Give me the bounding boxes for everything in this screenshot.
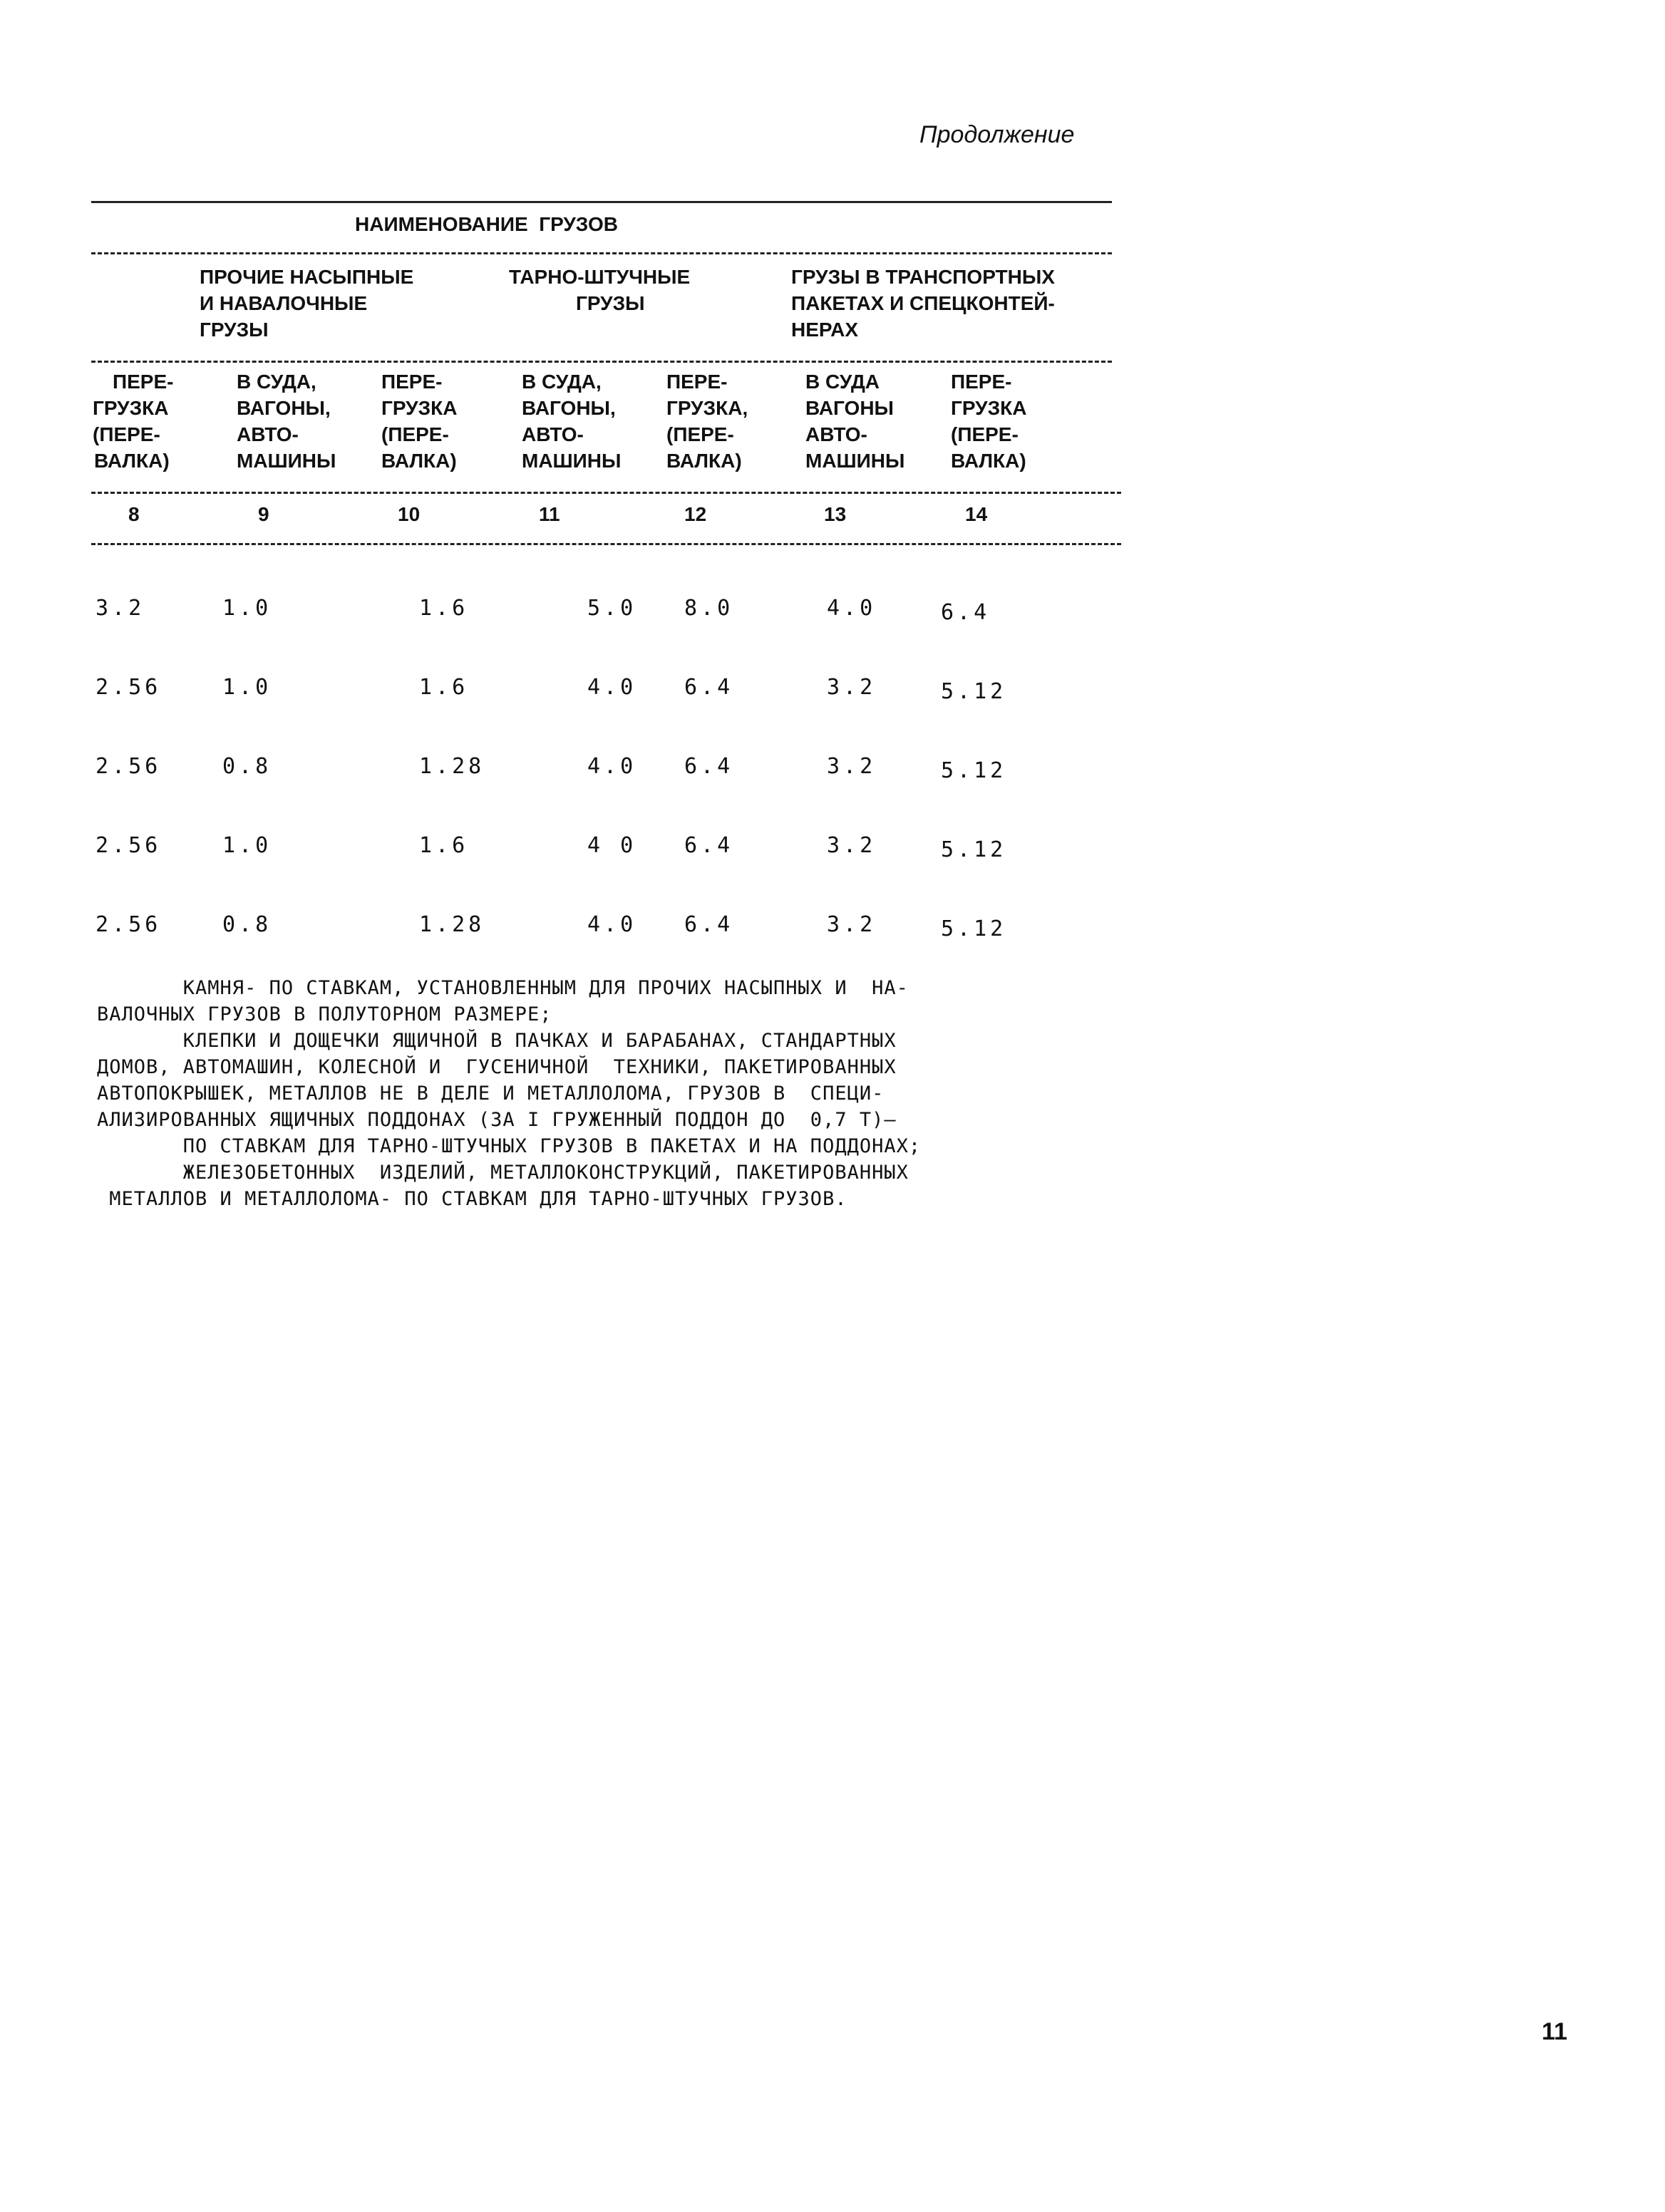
column-header-line: ГРУЗКА [93, 397, 169, 419]
table-cell: 6.4 [941, 600, 991, 625]
column-header-line: ГРУЗКА [381, 397, 458, 419]
column-header-line: АВТО- [805, 423, 867, 445]
table-cell: 0.8 [222, 754, 272, 779]
footnote-line: КЛЕПКИ И ДОЩЕЧКИ ЯЩИЧНОЙ В ПАЧКАХ И БАРАБАНАХ, СТАНДАРТНЫХ [97, 1030, 897, 1052]
column-number: 11 [539, 503, 560, 525]
super-header: НАИМЕНОВАНИЕ ГРУЗОВ [355, 213, 618, 235]
column-number: 9 [258, 503, 269, 525]
table-cell: 4 0 [587, 833, 637, 858]
column-header-line: ВАЛКА) [951, 450, 1026, 472]
column-number: 8 [128, 503, 140, 525]
footnote-line: АЛИЗИРОВАННЫХ ЯЩИЧНЫХ ПОДДОНАХ (ЗА I ГРУЖЕННЫЙ ПОДДОН ДО 0,7 Т)— [97, 1109, 897, 1131]
column-numbers-bottom-rule [91, 543, 1121, 545]
page-number: 11 [1542, 2018, 1567, 2045]
column-header-line: ПЕРЕ- [381, 371, 443, 393]
column-header-line: ГРУЗКА, [666, 397, 748, 419]
table-cell: 6.4 [684, 675, 734, 700]
table-cell: 0.8 [222, 912, 272, 937]
column-number: 12 [684, 503, 707, 525]
table-cell: 2.56 [96, 833, 162, 858]
group-header-line: ГРУЗЫ [576, 292, 645, 314]
column-header-line: МАШИНЫ [522, 450, 622, 472]
group-header-line: ПАКЕТАХ И СПЕЦКОНТЕЙ- [791, 292, 1055, 314]
table-cell: 1.0 [222, 675, 272, 700]
column-header-line: В СУДА, [237, 371, 316, 393]
footnote-line: ПО СТАВКАМ ДЛЯ ТАРНО-ШТУЧНЫХ ГРУЗОВ В ПАКЕТАХ И НА ПОДДОНАХ; [97, 1135, 922, 1157]
column-header-line: В СУДА, [522, 371, 602, 393]
table-cell: 2.56 [96, 675, 162, 700]
column-number: 14 [965, 503, 988, 525]
table-cell: 3.2 [827, 912, 877, 937]
group-header-line: ГРУЗЫ В ТРАНСПОРТНЫХ [791, 266, 1055, 288]
table-top-rule [91, 201, 1112, 203]
column-header-line: ВАЛКА) [666, 450, 742, 472]
footnote-line: ВАЛОЧНЫХ ГРУЗОВ В ПОЛУТОРНОМ РАЗМЕРЕ; [97, 1003, 552, 1025]
table-cell: 4.0 [587, 754, 637, 779]
group-header-line: НЕРАХ [791, 319, 859, 341]
column-header-line: ПЕРЕ- [951, 371, 1012, 393]
footnote-line: МЕТАЛЛОВ И МЕТАЛЛОЛОМА- ПО СТАВКАМ ДЛЯ ТАРНО-ШТУЧНЫХ ГРУЗОВ. [97, 1188, 847, 1210]
column-header-rule [91, 361, 1112, 363]
table-cell: 4.0 [587, 675, 637, 700]
column-numbers-top-rule [91, 492, 1121, 494]
table-cell: 6.4 [684, 912, 734, 937]
footnotes [97, 975, 921, 1212]
table-cell: 1.0 [222, 833, 272, 858]
continuation-label: Продолжение [919, 121, 1075, 148]
table-cell: 5.12 [941, 916, 1007, 941]
table-cell: 1.6 [419, 675, 469, 700]
column-header-line: МАШИНЫ [237, 450, 336, 472]
table-cell: 5.0 [587, 596, 637, 621]
table-cell: 6.4 [684, 833, 734, 858]
table-cell: 4.0 [587, 912, 637, 937]
column-header-line: ГРУЗКА [951, 397, 1027, 419]
table-cell: 1.28 [419, 754, 485, 779]
column-header-line: ПЕРЕ- [113, 371, 174, 393]
group-header-line: ГРУЗЫ [200, 319, 269, 341]
table-cell: 2.56 [96, 754, 162, 779]
column-number: 10 [398, 503, 421, 525]
column-header-line: ВАГОНЫ, [522, 397, 616, 419]
column-header-line: МАШИНЫ [805, 450, 905, 472]
table-cell: 5.12 [941, 679, 1007, 704]
table-cell: 1.6 [419, 833, 469, 858]
column-header-line: (ПЕРЕ- [666, 423, 734, 445]
column-header-line: (ПЕРЕ- [93, 423, 160, 445]
table-cell: 8.0 [684, 596, 734, 621]
group-header-line: ТАРНО-ШТУЧНЫЕ [509, 266, 691, 288]
group-header-line: ПРОЧИЕ НАСЫПНЫЕ [200, 266, 414, 288]
column-header-line: АВТО- [237, 423, 299, 445]
footnote-line: АВТОПОКРЫШЕК, МЕТАЛЛОВ НЕ В ДЕЛЕ И МЕТАЛЛОЛОМА, ГРУЗОВ В СПЕЦИ- [97, 1082, 885, 1105]
column-header-line: В СУДА [805, 371, 880, 393]
column-header-line: (ПЕРЕ- [951, 423, 1019, 445]
footnote-line: КАМНЯ- ПО СТАВКАМ, УСТАНОВЛЕННЫМ ДЛЯ ПРОЧИХ НАСЫПНЫХ И НА- [97, 977, 909, 999]
column-header-line: ВАЛКА) [94, 450, 170, 472]
table-cell: 3.2 [827, 675, 877, 700]
table-cell: 1.0 [222, 596, 272, 621]
column-header-line: ВАГОНЫ, [237, 397, 331, 419]
column-header-line: ПЕРЕ- [666, 371, 728, 393]
table-cell: 3.2 [96, 596, 145, 621]
column-header-line: ВАГОНЫ [805, 397, 894, 419]
table-cell: 1.6 [419, 596, 469, 621]
table-cell: 5.12 [941, 837, 1007, 862]
footnote-line: ДОМОВ, АВТОМАШИН, КОЛЕСНОЙ И ГУСЕНИЧНОЙ ТЕХНИКИ, ПАКЕТИРОВАННЫХ [97, 1056, 897, 1078]
column-number: 13 [824, 503, 847, 525]
table-cell: 3.2 [827, 833, 877, 858]
table-cell: 6.4 [684, 754, 734, 779]
footnote-line: ЖЕЛЕЗОБЕТОННЫХ ИЗДЕЛИЙ, МЕТАЛЛОКОНСТРУКЦИЙ, ПАКЕТИРОВАННЫХ [97, 1162, 909, 1184]
column-header-line: АВТО- [522, 423, 584, 445]
table-cell: 3.2 [827, 754, 877, 779]
column-header-line: ВАЛКА) [381, 450, 457, 472]
table-cell: 5.12 [941, 758, 1007, 783]
group-header-rule [91, 252, 1112, 254]
table-cell: 4.0 [827, 596, 877, 621]
group-header-line: И НАВАЛОЧНЫЕ [200, 292, 368, 314]
column-header-line: (ПЕРЕ- [381, 423, 449, 445]
table-cell: 2.56 [96, 912, 162, 937]
table-cell: 1.28 [419, 912, 485, 937]
